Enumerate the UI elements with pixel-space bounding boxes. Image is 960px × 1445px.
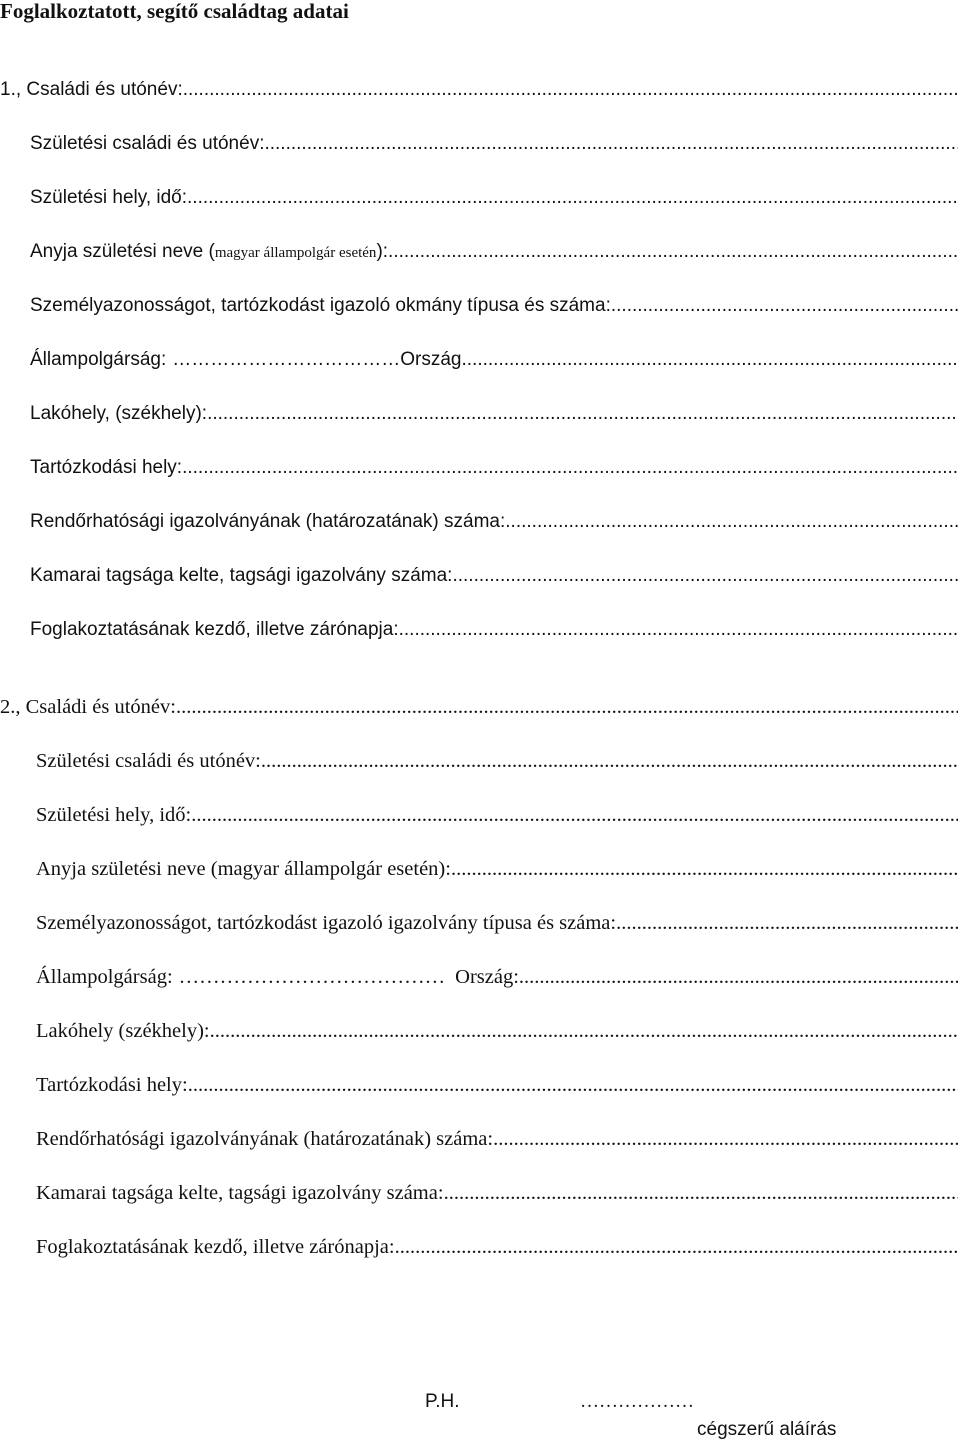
s2-name-field[interactable] [176, 692, 958, 722]
s2-employment-field[interactable] [395, 1232, 958, 1262]
s1-id-doc-field[interactable] [611, 291, 958, 321]
s1-residence-field[interactable] [207, 399, 958, 429]
s1-birth-place-field[interactable] [187, 183, 958, 213]
form-title: Foglalkoztatott, segítő családtag adatai [0, 0, 349, 23]
s2-name-row[interactable] [0, 692, 958, 722]
s1-mother-label-small: magyar állampolgár esetén [214, 245, 377, 261]
s1-mother-label-b: ): [376, 241, 389, 262]
s2-id-doc-field[interactable] [616, 908, 958, 938]
s1-residence-label: Lakóhely, (székhely): [30, 403, 208, 424]
s1-country-field[interactable] [462, 345, 959, 375]
s2-citizenship-label: Állampolgárság: [36, 966, 173, 988]
s2-police-row[interactable] [36, 1124, 958, 1154]
s1-birth-name-label: Születési családi és utónév: [30, 133, 265, 154]
s2-birth-place-row[interactable] [36, 800, 958, 830]
s2-citizenship-row[interactable] [36, 962, 958, 992]
s1-id-doc-label: Személyazonosságot, tartózkodást igazoló okmány típusa és száma: [30, 295, 611, 316]
s2-birth-place-field[interactable] [191, 800, 958, 830]
s1-chamber-row[interactable] [30, 561, 958, 591]
s2-police-label: Rendőrhatósági igazolványának (határozatának) száma: [36, 1128, 494, 1150]
s1-chamber-field[interactable] [452, 561, 958, 591]
s1-citizenship-label: Állampolgárság: [30, 349, 167, 370]
s1-citizenship-field[interactable]: ……………………………… [172, 349, 401, 370]
s1-name-field[interactable] [183, 75, 958, 105]
s2-birth-name-row[interactable] [36, 746, 958, 776]
s2-employment-row[interactable] [36, 1232, 958, 1262]
s2-citizenship-field[interactable]: ………………………………… [178, 966, 446, 988]
s1-birth-place-label: Születési hely, idő: [30, 187, 188, 208]
s1-employment-row[interactable] [30, 615, 958, 645]
s2-employment-label: Foglakoztatásának kezdő, illetve zárónapja: [36, 1236, 395, 1258]
s2-id-doc-row[interactable] [36, 908, 958, 938]
s1-stay-row[interactable] [30, 453, 958, 483]
s2-country-field[interactable] [519, 962, 958, 992]
s2-stay-label: Tartózkodási hely: [36, 1074, 188, 1096]
s2-mother-field[interactable] [451, 854, 958, 884]
s1-employment-label: Foglakoztatásának kezdő, illetve zárónapja: [30, 619, 399, 640]
signature-label: cégszerű aláírás [697, 1419, 837, 1440]
s2-name-label: 2., Családi és utónév: [0, 696, 176, 718]
s1-stay-label: Tartózkodási hely: [30, 457, 183, 478]
s2-country-label: Ország: [455, 966, 519, 988]
s2-residence-field[interactable] [210, 1016, 958, 1046]
s2-mother-label: Anyja születési neve (magyar állampolgár esetén): [36, 858, 451, 880]
s2-chamber-field[interactable] [444, 1178, 958, 1208]
s1-stay-field[interactable] [182, 453, 958, 483]
s2-residence-row[interactable] [36, 1016, 958, 1046]
s1-id-doc-row[interactable] [30, 291, 958, 321]
s2-id-doc-label: Személyazonosságot, tartózkodást igazoló igazolvány típusa és száma: [36, 912, 617, 934]
s2-mother-row[interactable] [36, 854, 958, 884]
s2-chamber-label: Kamarai tagsága kelte, tagsági igazolvány száma: [36, 1182, 444, 1204]
s1-police-label: Rendőrhatósági igazolványának (határozatának) száma: [30, 511, 506, 532]
s2-birth-name-field[interactable] [261, 746, 958, 776]
s1-chamber-label: Kamarai tagsága kelte, tagsági igazolvány száma: [30, 565, 453, 586]
s1-employment-field[interactable] [399, 615, 958, 645]
s2-residence-label: Lakóhely (székhely): [36, 1020, 210, 1042]
s2-chamber-row[interactable] [36, 1178, 958, 1208]
signature-line[interactable]: ……………… [580, 1391, 694, 1412]
s1-mother-row[interactable] [30, 237, 958, 267]
s1-name-label: 1., Családi és utónév: [0, 79, 183, 100]
s1-police-row[interactable] [30, 507, 958, 537]
s1-country-label: Ország [400, 349, 462, 370]
s1-mother-field[interactable] [388, 237, 958, 267]
s1-citizenship-row[interactable] [30, 345, 958, 375]
stamp-label: P.H. [425, 1391, 460, 1412]
s2-stay-row[interactable] [36, 1070, 958, 1100]
s2-birth-place-label: Születési hely, idő: [36, 804, 192, 826]
s2-stay-field[interactable] [188, 1070, 958, 1100]
s1-birth-place-row[interactable] [30, 183, 958, 213]
s2-birth-name-label: Születési családi és utónév: [36, 750, 261, 772]
s1-birth-name-row[interactable] [30, 129, 958, 159]
s2-police-field[interactable] [493, 1124, 958, 1154]
s1-police-field[interactable] [505, 507, 958, 537]
s1-name-row[interactable] [0, 75, 958, 105]
s1-residence-row[interactable] [30, 399, 958, 429]
s1-mother-label-a: Anyja születési neve ( [30, 241, 215, 262]
s1-birth-name-field[interactable] [264, 129, 958, 159]
